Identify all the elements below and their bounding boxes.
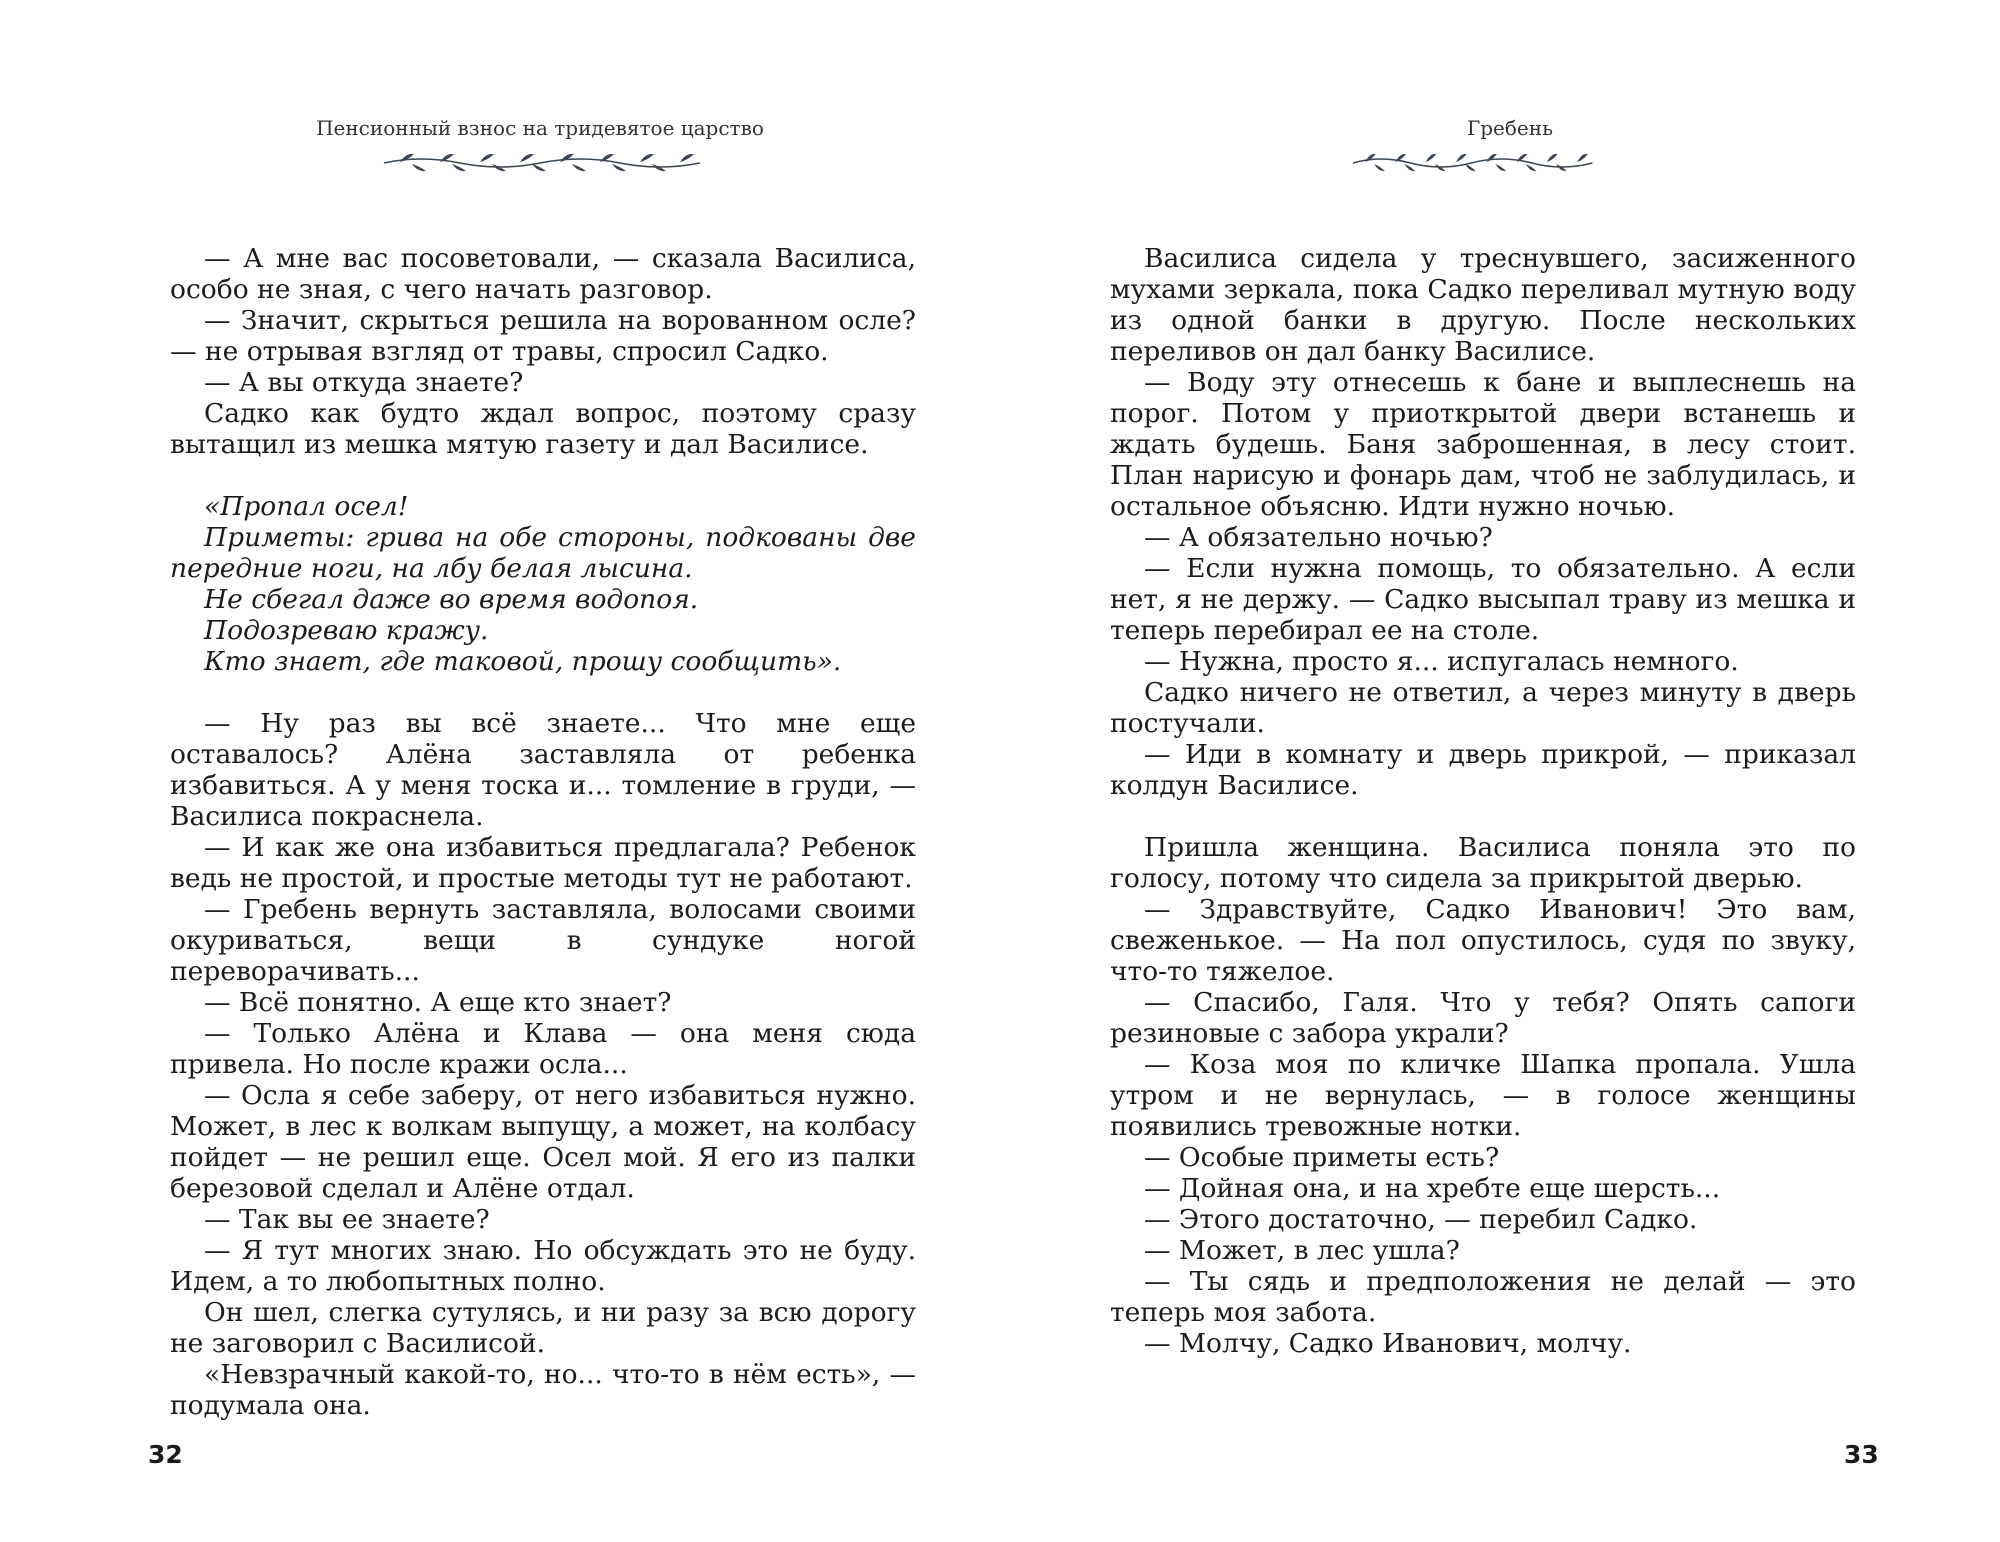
paragraph: — Ты сядь и предположения не делай — это теперь моя забота. <box>1110 1266 1856 1328</box>
vine-ornament-icon <box>1350 150 1600 174</box>
paragraph: — Если нужна помощь, то обязательно. А если нет, я не держу. — Садко высыпал траву из мешка и теперь перебирал ее на столе. <box>1110 553 1856 646</box>
paragraph: — Гребень вернуть заставляла, волосами своими окуриваться, вещи в сундуке ногой переворачивать... <box>170 894 916 987</box>
paragraph: — А обязательно ночью? <box>1144 522 1493 553</box>
newspaper-ad-heading: «Пропал осел! <box>204 491 409 522</box>
paragraph: — Этого достаточно, — перебил Садко. <box>1144 1204 1698 1235</box>
running-head-book-title: Пенсионный взнос на тридевятое царство <box>316 116 764 140</box>
paragraph: — Значит, скрыться решила на ворованном осле? — не отрывая взгляд от травы, спросил Садко. <box>170 305 916 367</box>
newspaper-ad-line: Приметы: грива на обе стороны, подкованы две передние ноги, на лбу белая лысина. <box>170 522 916 584</box>
right-page <box>1000 0 2000 1542</box>
paragraph: — Только Алёна и Клава — она меня сюда привела. Но после кражи осла... <box>170 1018 916 1080</box>
paragraph: — Спасибо, Галя. Что у тебя? Опять сапоги резиновые с забора украли? <box>1110 987 1856 1049</box>
paragraph: — А вы откуда знаете? <box>204 367 524 398</box>
paragraph: — Так вы ее знаете? <box>204 1204 490 1235</box>
paragraph: — Ну раз вы всё знаете... Что мне еще оставалось? Алёна заставляла от ребенка избавиться. А у меня тоска и... томление в груди, — Василиса покраснела. <box>170 708 916 832</box>
paragraph: — Особые приметы есть? <box>1144 1142 1500 1173</box>
paragraph: — Нужна, просто я... испугалась немного. <box>1144 646 1739 677</box>
paragraph: — А мне вас посоветовали, — сказала Василиса, особо не зная, с чего начать разговор. <box>170 243 916 305</box>
running-head-chapter-title: Гребень <box>1467 116 1553 140</box>
paragraph: — Осла я себе заберу, от него избавиться нужно. Может, в лес к волкам выпущу, а может, на колбасу пойдет — не решил еще. Осел мой. Я его из палки березовой сделал и Алёне отдал. <box>170 1080 916 1204</box>
newspaper-ad-line: Кто знает, где таковой, прошу сообщить». <box>204 646 842 677</box>
page-number: 32 <box>148 1440 183 1469</box>
newspaper-ad-line: Не сбегал даже во время водопоя. <box>204 584 699 615</box>
paragraph: Пришла женщина. Василиса поняла это по голосу, потому что сидела за прикрытой дверью. <box>1110 832 1856 894</box>
paragraph: — Иди в комнату и дверь прикрой, — приказал колдун Василисе. <box>1110 739 1856 801</box>
paragraph: — Молчу, Садко Иванович, молчу. <box>1144 1328 1632 1359</box>
vine-ornament-icon <box>380 150 710 174</box>
paragraph: «Невзрачный какой-то, но... что-то в нём есть», — подумала она. <box>170 1359 916 1421</box>
paragraph: — Воду эту отнесешь к бане и выплеснешь на порог. Потом у приоткрытой двери встанешь и ждать будешь. Баня заброшенная, в лесу стоит. План нарисую и фонарь дам, чтоб не заблудилась, и остальное объясню. Идти нужно ночью. <box>1110 367 1856 522</box>
page-number: 33 <box>1844 1440 1879 1469</box>
paragraph: — Всё понятно. А еще кто знает? <box>204 987 672 1018</box>
right-page-body <box>1110 243 1856 1359</box>
paragraph: — И как же она избавиться предлагала? Ребенок ведь не простой, и простые методы тут не работают. <box>170 832 916 894</box>
paragraph: Василиса сидела у треснувшего, засиженного мухами зеркала, пока Садко переливал мутную воду из одной банки в другую. После нескольких переливов он дал банку Василисе. <box>1110 243 1856 367</box>
paragraph: — Здравствуйте, Садко Иванович! Это вам, свеженькое. — На пол опустилось, судя по звуку, что-то тяжелое. <box>1110 894 1856 987</box>
paragraph: — Может, в лес ушла? <box>1144 1235 1460 1266</box>
paragraph: Он шел, слегка сутулясь, и ни разу за всю дорогу не заговорил с Василисой. <box>170 1297 916 1359</box>
paragraph: — Я тут многих знаю. Но обсуждать это не буду. Идем, а то любопытных полно. <box>170 1235 916 1297</box>
paragraph: — Дойная она, и на хребте еще шерсть... <box>1144 1173 1721 1204</box>
paragraph: — Коза моя по кличке Шапка пропала. Ушла утром и не вернулась, — в голосе женщины появились тревожные нотки. <box>1110 1049 1856 1142</box>
left-page-body <box>170 243 916 1421</box>
newspaper-ad-line: Подозреваю кражу. <box>204 615 489 646</box>
paragraph: Садко как будто ждал вопрос, поэтому сразу вытащил из мешка мятую газету и дал Василисе. <box>170 398 916 460</box>
paragraph: Садко ничего не ответил, а через минуту в дверь постучали. <box>1110 677 1856 739</box>
